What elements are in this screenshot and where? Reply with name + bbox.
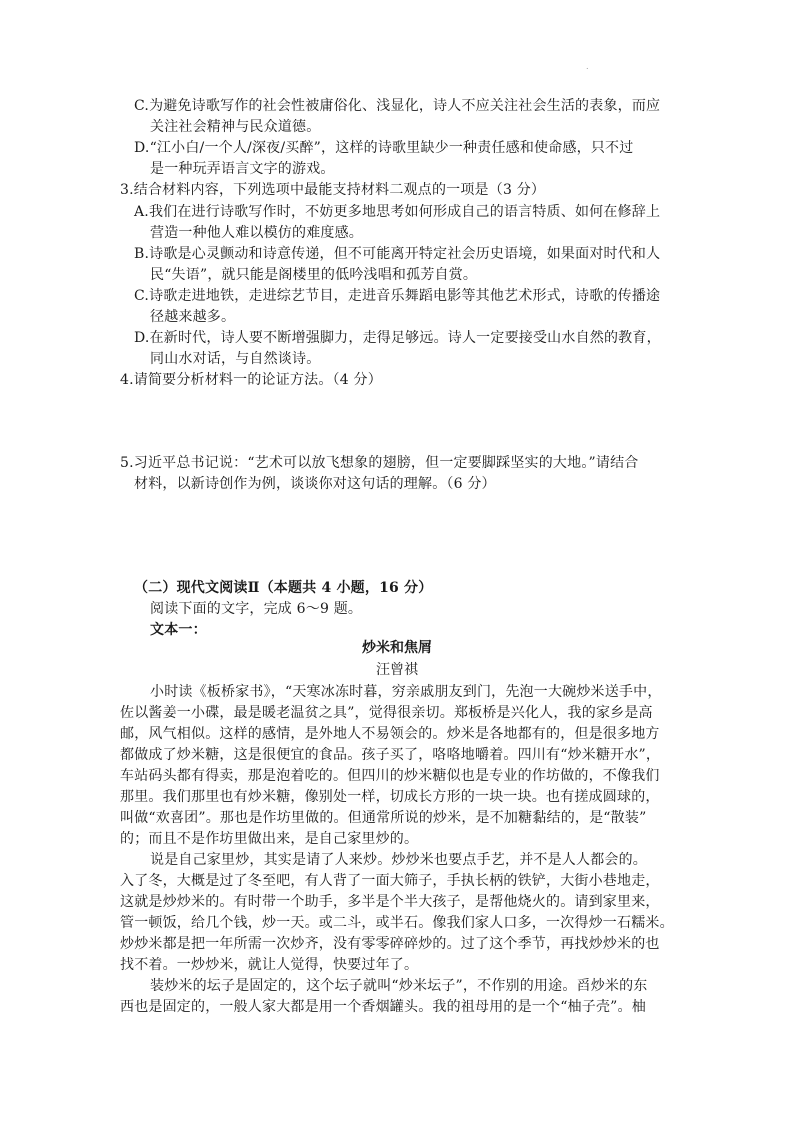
text-label: 文本一： [150, 622, 207, 638]
question-5-line-1: 5.习近平总书记说：“艺术可以放飞想象的翅膀，但一定要脚踩坚实的大地。”请结合 [120, 455, 639, 471]
question-4: 4.请简要分析材料一的论证方法。（4 分） [120, 372, 382, 388]
body-line-16: 西也是固定的，一般人家大都是用一个香烟罐头。我的祖母用的是一个“柚子壳”。柚 [120, 999, 646, 1015]
body-line-12: 管一顿饭，给几个钱，炒一天。或二斗，或半石。像我们家人口多，一次得炒一石糯米。 [120, 915, 674, 931]
passage-title: 炒米和焦屑 [362, 640, 432, 656]
q3-option-c-line-1: C.诗歌走进地铁，走进综艺节目，走进音乐舞蹈电影等其他艺术形式，诗歌的传播途 [134, 288, 661, 304]
passage-author: 汪曾祺 [376, 662, 418, 678]
body-line-1: 小时读《板桥家书》，“天寒冰冻时暮，穷亲戚朋友到门，先泡一大碗炒米送手中， [150, 684, 662, 700]
body-line-8: 的；而且不是作坊里做出来，是自己家里炒的。 [120, 831, 419, 847]
q3-option-a-line-1: A.我们在进行诗歌写作时，不妨更多地思考如何形成自己的语言特质、如何在修辞上 [134, 204, 661, 220]
option-d-prev-line-1: D.“江小白/一个人/深夜/买醉”，这样的诗歌里缺少一种责任感和使命感，只不过 [134, 140, 634, 156]
section-instruction: 阅读下面的文字，完成 6～9 题。 [150, 601, 363, 617]
body-line-13: 炒炒米都是把一年所需一次炒齐，没有零零碎碎炒的。过了这个季节，再找炒炒米的也 [120, 936, 660, 952]
q3-option-d-line-2: 同山水对话，与自然谈诗。 [150, 351, 321, 367]
body-line-7: 叫做“欢喜团”。那也是作坊里做的。但通常所说的炒米，是不加糖黏结的，是“散装” [120, 810, 647, 826]
question-3-stem: 3.结合材料内容，下列选项中最能支持材料二观点的一项是（3 分） [120, 182, 546, 198]
q3-option-c-line-2: 径越来越多。 [150, 309, 236, 325]
q3-option-d-line-1: D.在新时代，诗人要不断增强脚力，走得足够远。诗人一定要接受山水自然的教育， [134, 330, 661, 346]
q3-option-b-line-1: B.诗歌是心灵颤动和诗意传递，但不可能离开特定社会历史语境，如果面对时代和人 [134, 246, 661, 262]
q3-option-a-line-2: 营造一种他人难以模仿的难度感。 [150, 225, 363, 241]
body-line-11: 这就是炒炒米的。有时带一个助手，多半是个半大孩子，是帮他烧火的。请到家里来， [120, 894, 660, 910]
option-c-prev-line-2: 关注社会精神与民众道德。 [150, 119, 321, 135]
body-line-10: 入了冬，大概是过了冬至吧，有人背了一面大筛子，手执长柄的铁铲，大街小巷地走， [120, 873, 660, 889]
body-line-14: 找不着。一炒炒米，就让人觉得，快要过年了。 [120, 957, 419, 973]
q3-option-b-line-2: 民“失语”，就只能是阁楼里的低吟浅唱和孤芳自赏。 [150, 267, 478, 283]
corner-mark: . [586, 62, 589, 71]
body-line-9: 说是自己家里炒，其实是请了人来炒。炒炒米也要点手艺，并不是人人都会的。 [150, 852, 647, 868]
body-line-3: 邮，风气相似。这样的感情，是外地人不易领会的。炒米是各地都有的，但是很多地方 [120, 726, 660, 742]
option-d-prev-line-2: 是一种玩弄语言文字的游戏。 [150, 161, 335, 177]
body-line-15: 装炒米的坛子是固定的，这个坛子就叫“炒米坛子”，不作别的用途。舀炒米的东 [150, 978, 648, 994]
option-c-prev-line-1: C.为避免诗歌写作的社会性被庸俗化、浅显化，诗人不应关注社会生活的表象，而应 [134, 98, 661, 114]
section-heading: （二）现代文阅读Ⅱ（本题共 4 小题，16 分） [134, 580, 433, 596]
body-line-6: 那里。我们那里也有炒米糖，像别处一样，切成长方形的一块一块。也有搓成圆球的， [120, 789, 660, 805]
body-line-5: 车站码头都有得卖，那是泡着吃的。但四川的炒米糖似也是专业的作坊做的，不像我们 [120, 768, 660, 784]
body-line-2: 佐以酱姜一小碟，最是暖老温贫之具”，觉得很亲切。郑板桥是兴化人，我的家乡是高 [120, 705, 653, 721]
body-line-4: 都做成了炒米糖，这是很便宜的食品。孩子买了，咯咯地嚼着。四川有“炒米糖开水”， [120, 747, 661, 763]
question-5-line-2: 材料，以新诗创作为例，谈谈你对这句话的理解。（6 分） [134, 476, 496, 492]
